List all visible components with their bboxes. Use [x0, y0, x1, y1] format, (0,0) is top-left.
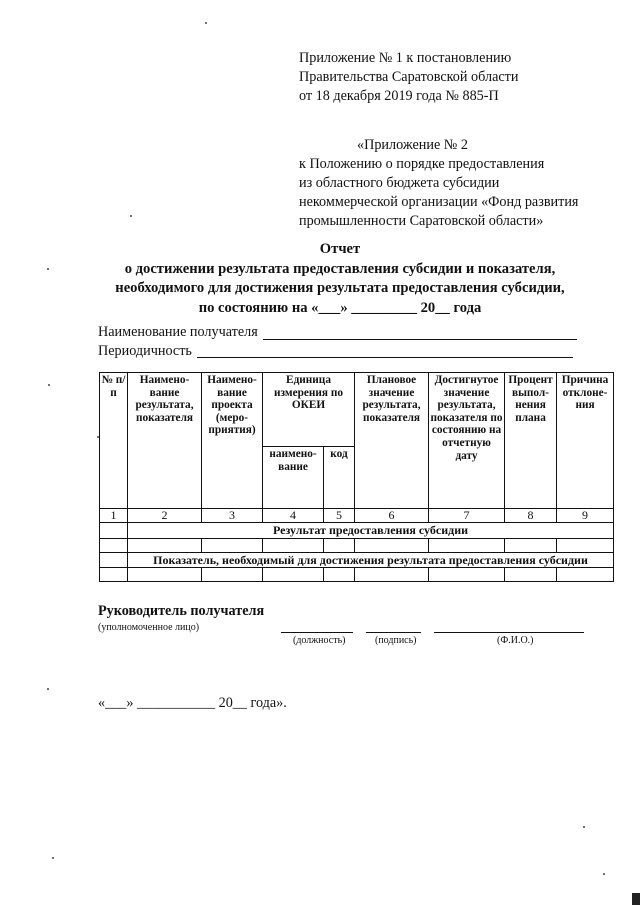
column-number: 8	[505, 509, 557, 523]
report-table	[99, 372, 614, 582]
table-cell[interactable]	[557, 538, 614, 552]
header-cell-project-name: Наимено-вание проекта (меро-приятия)	[202, 373, 263, 509]
header-cell-planned-value: Плановое значение результата, показателя	[355, 373, 429, 509]
header-cell-deviation-reason: Причина отклоне-ния	[557, 373, 614, 509]
table-header-row	[100, 373, 614, 447]
appendix-sub-line: из областного бюджета субсидии	[299, 175, 500, 191]
periodicity-field-line[interactable]	[197, 357, 573, 358]
table-number-row	[100, 509, 614, 523]
scan-speck	[47, 688, 49, 690]
header-cell-unit-name: наимено-вание	[263, 447, 324, 509]
section-result-heading: Результат предоставления субсидии	[128, 523, 614, 539]
column-number: 1	[100, 509, 128, 523]
report-title-line: по состоянию на «___» _________ 20__ года	[198, 299, 482, 316]
table-cell[interactable]	[202, 538, 263, 552]
appendix-sub-line: некоммерческой организации «Фонд развития	[299, 194, 579, 210]
position-caption: (должность)	[293, 635, 346, 646]
report-title	[60, 240, 620, 318]
scan-edge-mark	[632, 893, 640, 905]
table-cell[interactable]	[505, 568, 557, 582]
section-spacer-cell	[100, 523, 128, 539]
section-indicator-heading: Показатель, необходимый для достижения результата предоставления субсидии	[128, 552, 614, 568]
report-title-line: необходимого для достижения результата предоставления субсидии,	[115, 280, 565, 296]
report-title-line: о достижении результата предоставления субсидии и показателя,	[124, 260, 556, 277]
table-cell[interactable]	[100, 568, 128, 582]
table-cell[interactable]	[355, 538, 429, 552]
table-cell[interactable]	[505, 538, 557, 552]
name-caption: (Ф.И.О.)	[497, 635, 534, 646]
table-cell[interactable]	[429, 568, 505, 582]
table-cell[interactable]	[263, 538, 324, 552]
appendix-sub-line: промышленности Саратовской области»	[299, 213, 544, 229]
authorized-note: (уполномоченное лицо)	[98, 622, 200, 633]
appendix-header-line: Правительства Саратовской области	[299, 69, 519, 85]
recipient-label: Наименование получателя	[98, 324, 258, 340]
report-title-line: Отчет	[319, 241, 361, 257]
appendix-sub-line: к Положению о порядке предоставления	[299, 156, 545, 172]
header-cell-result-name: Наимено-вание результата, показателя	[128, 373, 202, 509]
table-cell[interactable]	[100, 538, 128, 552]
section-row	[100, 552, 614, 568]
header-cell-number: № п/п	[100, 373, 128, 509]
table-cell[interactable]	[324, 538, 355, 552]
column-number: 5	[324, 509, 355, 523]
table-cell[interactable]	[557, 568, 614, 582]
table-cell[interactable]	[202, 568, 263, 582]
recipient-field-line[interactable]	[263, 339, 577, 340]
name-line[interactable]	[434, 632, 584, 633]
appendix-sub-header	[299, 136, 578, 231]
appendix-header-line: от 18 декабря 2019 года № 885-П	[299, 88, 499, 104]
column-number: 6	[355, 509, 429, 523]
signature-line[interactable]	[366, 632, 421, 633]
table-cell[interactable]	[429, 538, 505, 552]
appendix-header	[299, 49, 518, 106]
scan-speck	[47, 268, 49, 270]
date-line: «___» ___________ 20__ года».	[98, 695, 287, 711]
column-number: 9	[557, 509, 614, 523]
scan-speck	[603, 873, 605, 875]
header-cell-unit-code: код	[324, 447, 355, 509]
table-cell[interactable]	[355, 568, 429, 582]
table-row[interactable]	[100, 538, 614, 552]
scan-speck	[52, 857, 54, 859]
scan-speck	[130, 215, 132, 217]
signature-caption: (подпись)	[375, 635, 417, 646]
header-cell-achieved-value: Достигнутое значение результата, показателя по состоянию на отчетную дату	[429, 373, 505, 509]
header-cell-completion-percent: Процент выпол-нения плана	[505, 373, 557, 509]
column-number: 7	[429, 509, 505, 523]
table-cell[interactable]	[128, 538, 202, 552]
appendix-header-line: Приложение № 1 к постановлению	[299, 50, 512, 66]
scan-speck	[48, 384, 50, 386]
periodicity-label: Периодичность	[98, 343, 192, 359]
header-cell-unit: Единица измерения по ОКЕИ	[263, 373, 355, 447]
scan-speck	[205, 22, 207, 24]
table-cell[interactable]	[324, 568, 355, 582]
section-row	[100, 523, 614, 539]
column-number: 2	[128, 509, 202, 523]
table-row[interactable]	[100, 568, 614, 582]
table-cell[interactable]	[128, 568, 202, 582]
head-label: Руководитель получателя	[98, 603, 265, 619]
scan-speck	[583, 826, 585, 828]
section-spacer-cell	[100, 552, 128, 568]
column-number: 4	[263, 509, 324, 523]
column-number: 3	[202, 509, 263, 523]
table-cell[interactable]	[263, 568, 324, 582]
position-line[interactable]	[281, 632, 353, 633]
appendix-sub-line: «Приложение № 2	[357, 137, 468, 153]
